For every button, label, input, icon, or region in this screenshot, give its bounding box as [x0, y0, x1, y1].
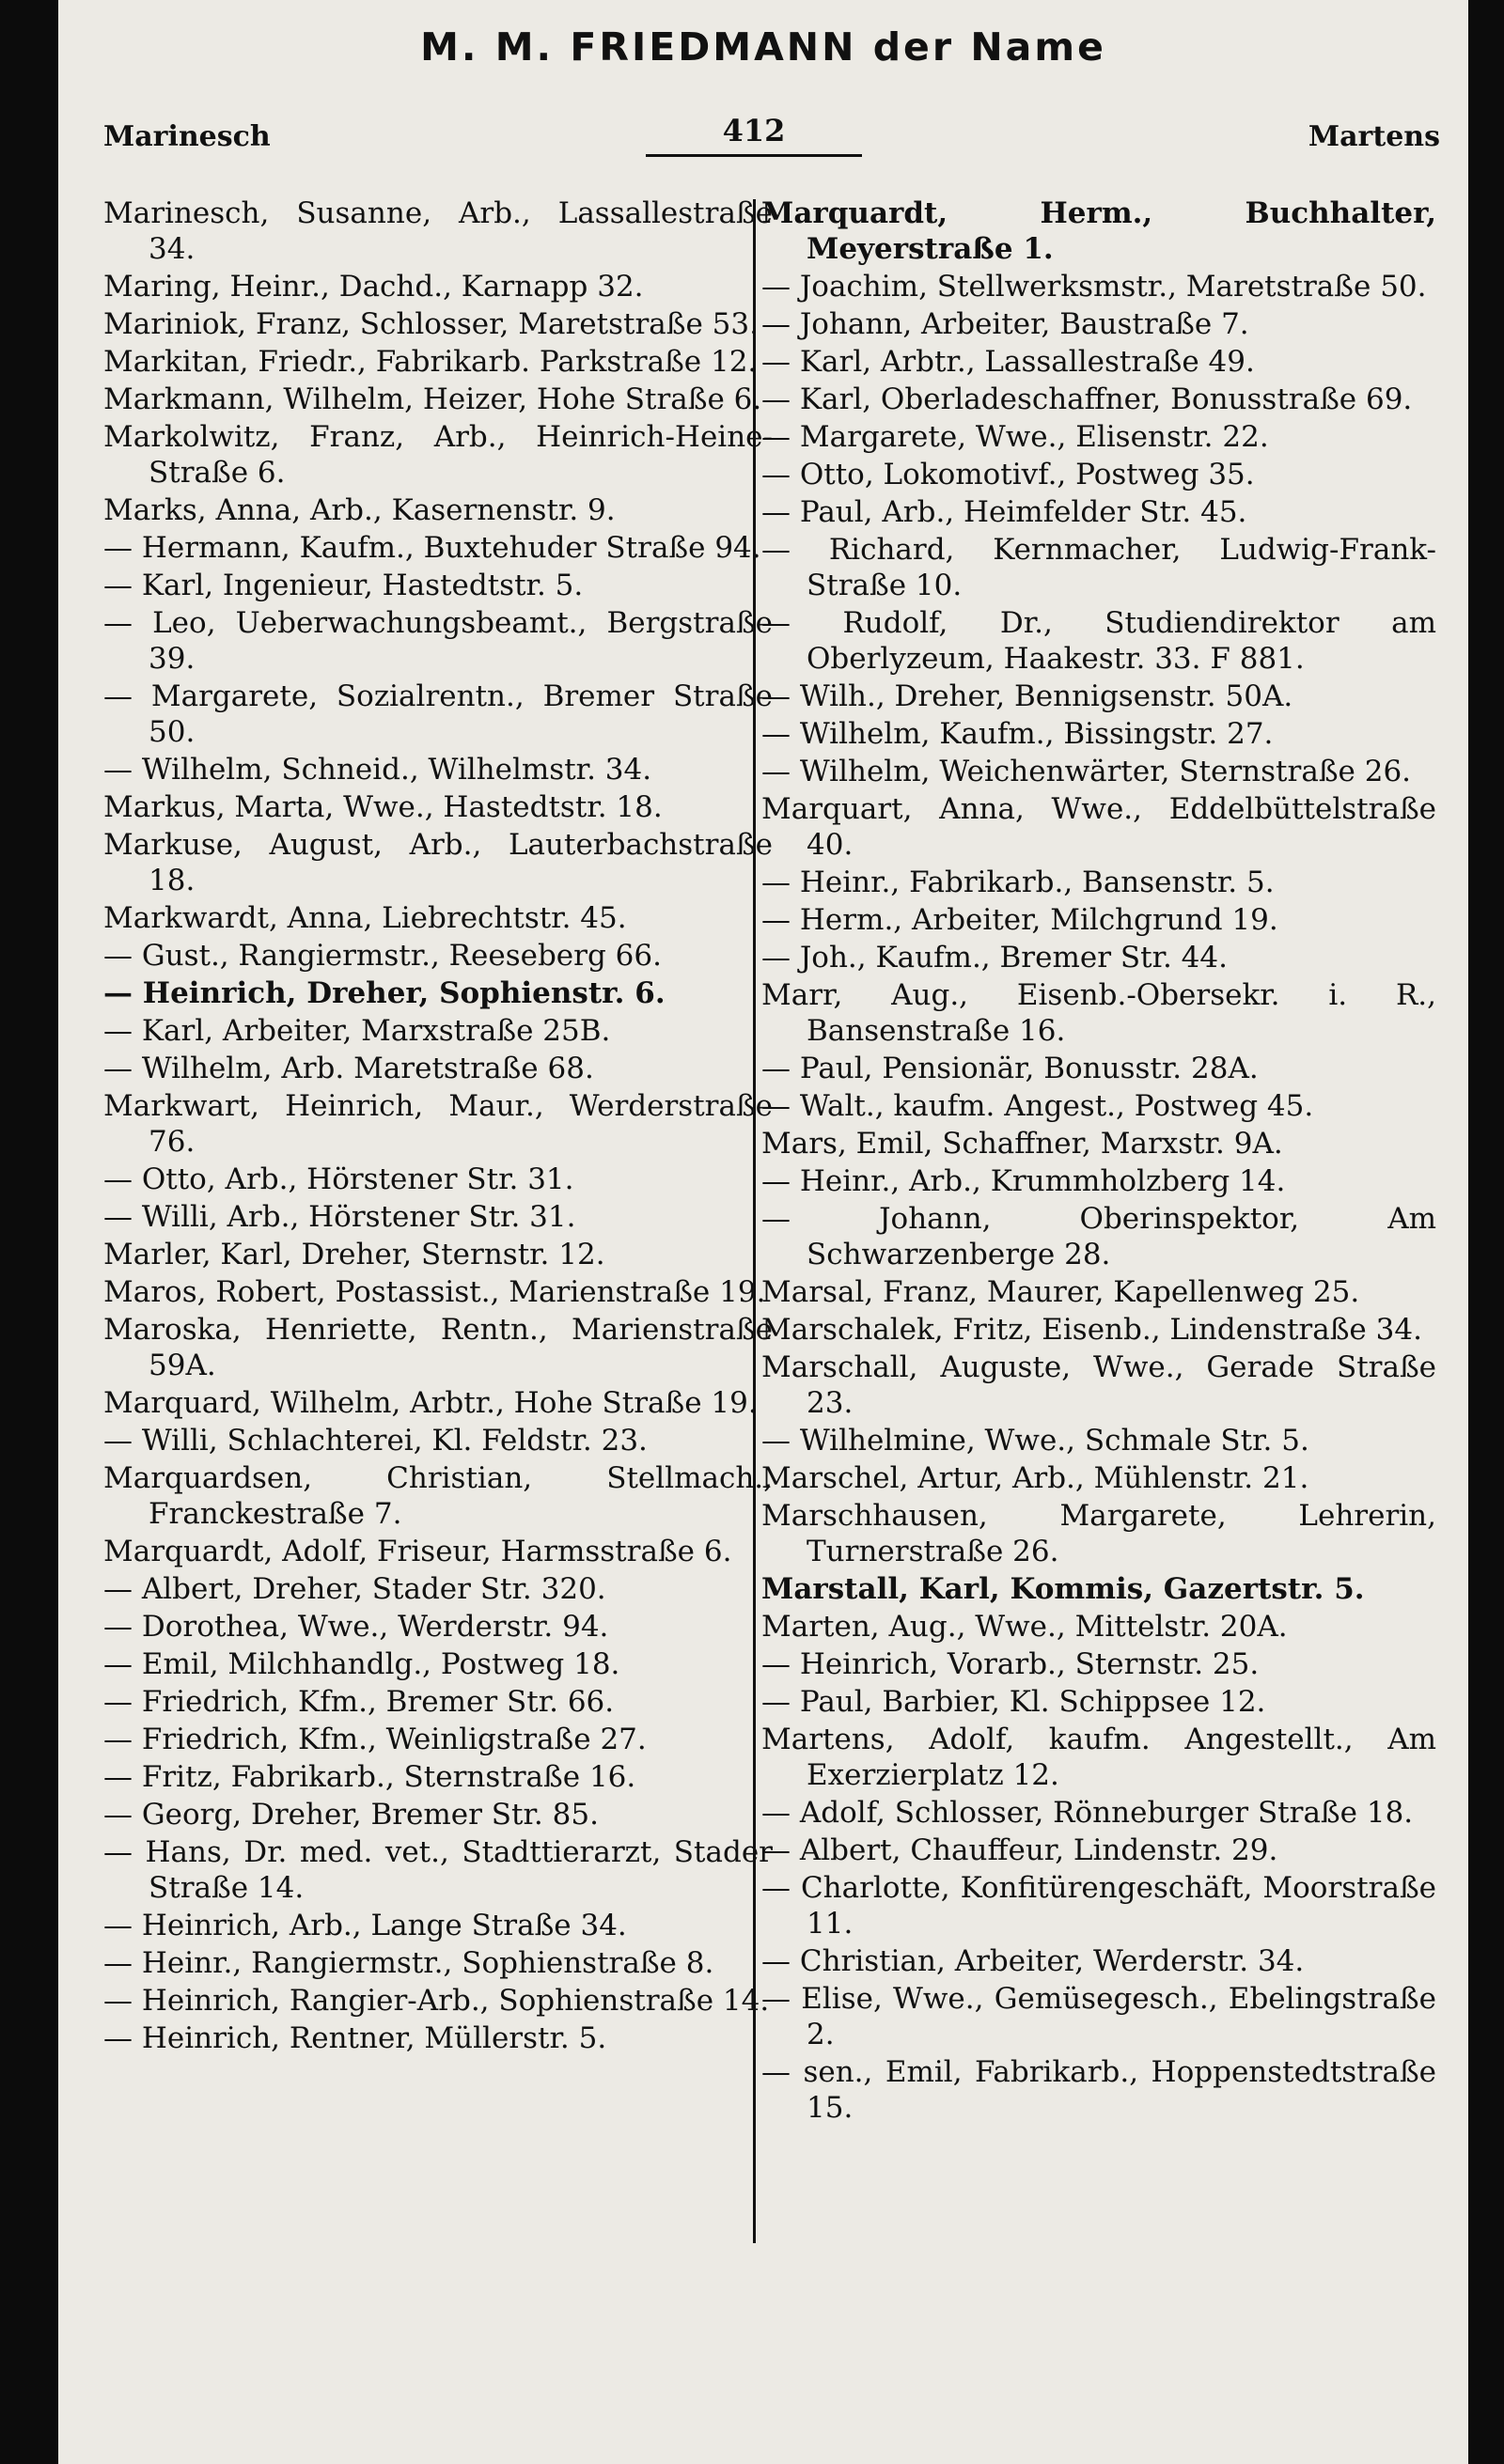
directory-entry: — Albert, Chauffeur, Lindenstr. 29.: [761, 1833, 1278, 1867]
directory-entry: — Karl, Arbtr., Lassallestraße 49.: [761, 345, 1255, 379]
directory-entry: Marquardt, Herm., Buchhalter, Meyerstraße 1.: [761, 196, 1436, 266]
directory-entry: Marquart, Anna, Wwe., Eddelbüttelstraße 40.: [761, 792, 1436, 862]
directory-entry: — Wilhelm, Kaufm., Bissingstr. 27.: [761, 717, 1274, 751]
directory-entry: — Willi, Schlachterei, Kl. Feldstr. 23.: [103, 1424, 648, 1458]
directory-entry: — Richard, Kernmacher, Ludwig-Frank-Straße 10.: [761, 533, 1436, 602]
directory-entry: — Wilh., Dreher, Bennigsenstr. 50A.: [761, 679, 1293, 713]
directory-entry: Marquard, Wilhelm, Arbtr., Hohe Straße 19.: [103, 1386, 758, 1420]
directory-entry: — Georg, Dreher, Bremer Str. 85.: [103, 1798, 599, 1832]
directory-entry: — Johann, Arbeiter, Baustraße 7.: [761, 307, 1249, 341]
directory-entry: — Emil, Milchhandlg., Postweg 18.: [103, 1647, 620, 1681]
directory-entry: Markmann, Wilhelm, Heizer, Hohe Straße 6.: [103, 382, 762, 416]
directory-entry: — Willi, Arb., Hörstener Str. 31.: [103, 1200, 576, 1234]
directory-entry: — Paul, Pensionär, Bonusstr. 28A.: [761, 1052, 1259, 1085]
directory-entry: — Hans, Dr. med. vet., Stadttierarzt, Stader Straße 14.: [103, 1835, 773, 1905]
directory-entry: — Karl, Arbeiter, Marxstraße 25B.: [103, 1014, 611, 1048]
directory-entry: Markwardt, Anna, Liebrechtstr. 45.: [103, 901, 627, 935]
directory-entry: Markuse, August, Arb., Lauterbachstraße 18.: [103, 828, 773, 897]
directory-entry: — Paul, Barbier, Kl. Schippsee 12.: [761, 1685, 1266, 1719]
running-head: [58, 113, 1468, 162]
directory-entry: Marschel, Artur, Arb., Mühlenstr. 21.: [761, 1461, 1309, 1495]
directory-entry: — Heinrich, Rangier-Arb., Sophienstraße 14.: [103, 1984, 770, 2018]
directory-entry: — Otto, Lokomotivf., Postweg 35.: [761, 458, 1255, 491]
directory-entry: Marler, Karl, Dreher, Sternstr. 12.: [103, 1238, 605, 1271]
directory-entry: Marinesch, Susanne, Arb., Lassallestraße 34.: [103, 196, 773, 266]
left-column: [103, 195, 773, 2058]
directory-entry: — Fritz, Fabrikarb., Sternstraße 16.: [103, 1760, 636, 1794]
directory-entry: — Karl, Ingenieur, Hastedtstr. 5.: [103, 569, 584, 602]
directory-entry: — Charlotte, Konfitürengeschäft, Moorstraße 11.: [761, 1871, 1436, 1941]
page-number: 412: [722, 113, 786, 148]
directory-entry: — Joh., Kaufm., Bremer Str. 44.: [761, 941, 1228, 975]
directory-entry: — Rudolf, Dr., Studiendirektor am Oberlyzeum, Haakestr. 33. F 881.: [761, 606, 1436, 676]
directory-entry: Marks, Anna, Arb., Kasernenstr. 9.: [103, 493, 616, 527]
directory-entry: — Paul, Arb., Heimfelder Str. 45.: [761, 495, 1247, 529]
directory-entry: Maros, Robert, Postassist., Marienstraße 19.: [103, 1275, 766, 1309]
directory-entry: — Herm., Arbeiter, Milchgrund 19.: [761, 903, 1278, 937]
directory-entry: — Margarete, Sozialrentn., Bremer Straße 50.: [103, 679, 773, 749]
left-catchword: Marinesch: [103, 120, 271, 153]
directory-entry: — Wilhelm, Weichenwärter, Sternstraße 26.: [761, 755, 1412, 788]
directory-entry: — Karl, Oberladeschaffner, Bonusstraße 69.: [761, 382, 1413, 416]
directory-entry: — Elise, Wwe., Gemüsegesch., Ebelingstraße 2.: [761, 1982, 1436, 2051]
directory-entry: Marsal, Franz, Maurer, Kapellenweg 25.: [761, 1275, 1360, 1309]
directory-entry: — Dorothea, Wwe., Werderstr. 94.: [103, 1610, 609, 1644]
right-column: [761, 195, 1436, 2128]
directory-entry: — Wilhelm, Schneid., Wilhelmstr. 34.: [103, 753, 652, 787]
directory-entry: — sen., Emil, Fabrikarb., Hoppenstedtstraße 15.: [761, 2055, 1436, 2125]
directory-entry: — Christian, Arbeiter, Werderstr. 34.: [761, 1944, 1305, 1978]
directory-entry: — Joachim, Stellwerksmstr., Maretstraße 50.: [761, 270, 1427, 304]
directory-entry: Maring, Heinr., Dachd., Karnapp 32.: [103, 270, 644, 304]
directory-entry: — Adolf, Schlosser, Rönneburger Straße 18.: [761, 1796, 1414, 1830]
directory-entry: — Margarete, Wwe., Elisenstr. 22.: [761, 420, 1269, 454]
directory-entry: Marstall, Karl, Kommis, Gazertstr. 5.: [761, 1572, 1365, 1606]
directory-entry: — Walt., kaufm. Angest., Postweg 45.: [761, 1089, 1314, 1123]
directory-entry: — Friedrich, Kfm., Weinligstraße 27.: [103, 1723, 647, 1756]
directory-entry: Marschall, Auguste, Wwe., Gerade Straße 23.: [761, 1350, 1436, 1420]
directory-entry: — Leo, Ueberwachungsbeamt., Bergstraße 39.: [103, 606, 773, 676]
directory-entry: — Heinr., Rangiermstr., Sophienstraße 8.: [103, 1946, 714, 1980]
directory-entry: Martens, Adolf, kaufm. Angestellt., Am Exerzierplatz 12.: [761, 1723, 1436, 1792]
directory-entry: — Heinr., Fabrikarb., Bansenstr. 5.: [761, 866, 1275, 899]
directory-entry: Marquardt, Adolf, Friseur, Harmsstraße 6.: [103, 1535, 732, 1568]
directory-entry: — Friedrich, Kfm., Bremer Str. 66.: [103, 1685, 615, 1719]
directory-entry: Mariniok, Franz, Schlosser, Maretstraße 53.: [103, 307, 759, 341]
directory-entry: Maroska, Henriette, Rentn., Marienstraße 59A.: [103, 1313, 773, 1382]
directory-entry: — Gust., Rangiermstr., Reeseberg 66.: [103, 939, 662, 973]
directory-entry: Marten, Aug., Wwe., Mittelstr. 20A.: [761, 1610, 1288, 1644]
directory-page: [58, 0, 1468, 2464]
directory-entry: — Otto, Arb., Hörstener Str. 31.: [103, 1162, 574, 1196]
directory-entry: Marschalek, Fritz, Eisenb., Lindenstraße 34.: [761, 1313, 1422, 1347]
directory-entry: — Johann, Oberinspektor, Am Schwarzenberge 28.: [761, 1202, 1436, 1271]
directory-entry: — Heinrich, Rentner, Müllerstr. 5.: [103, 2021, 607, 2055]
directory-entry: Markitan, Friedr., Fabrikarb. Parkstraße 12.: [103, 345, 758, 379]
directory-entry: — Hermann, Kaufm., Buxtehuder Straße 94.: [103, 531, 761, 565]
directory-entry: — Heinrich, Vorarb., Sternstr. 25.: [761, 1647, 1260, 1681]
banner-title: M. M. FRIEDMANN der Name: [420, 24, 1106, 70]
directory-entry: Markus, Marta, Wwe., Hastedtstr. 18.: [103, 790, 663, 824]
directory-entry: Marquardsen, Christian, Stellmach., Franckestraße 7.: [103, 1461, 773, 1531]
directory-entry: Marr, Aug., Eisenb.-Obersekr. i. R., Bansenstraße 16.: [761, 978, 1436, 1048]
directory-entry: — Heinrich, Arb., Lange Straße 34.: [103, 1909, 627, 1942]
directory-entry: — Wilhelmine, Wwe., Schmale Str. 5.: [761, 1424, 1309, 1458]
directory-entry: Mars, Emil, Schaffner, Marxstr. 9A.: [761, 1127, 1283, 1161]
directory-entry: — Heinrich, Dreher, Sophienstr. 6.: [103, 976, 666, 1010]
directory-entry: Marschhausen, Margarete, Lehrerin, Turnerstraße 26.: [761, 1499, 1436, 1568]
directory-entry: Markolwitz, Franz, Arb., Heinrich-Heine-Straße 6.: [103, 420, 773, 490]
right-catchword: Martens: [1308, 120, 1440, 153]
directory-entry: Markwart, Heinrich, Maur., Werderstraße 76.: [103, 1089, 773, 1159]
page-number-rule: [646, 154, 862, 157]
directory-entry: — Heinr., Arb., Krummholzberg 14.: [761, 1164, 1286, 1198]
column-divider: [753, 199, 756, 2243]
directory-entry: — Albert, Dreher, Stader Str. 320.: [103, 1572, 606, 1606]
directory-entry: — Wilhelm, Arb. Maretstraße 68.: [103, 1052, 594, 1085]
